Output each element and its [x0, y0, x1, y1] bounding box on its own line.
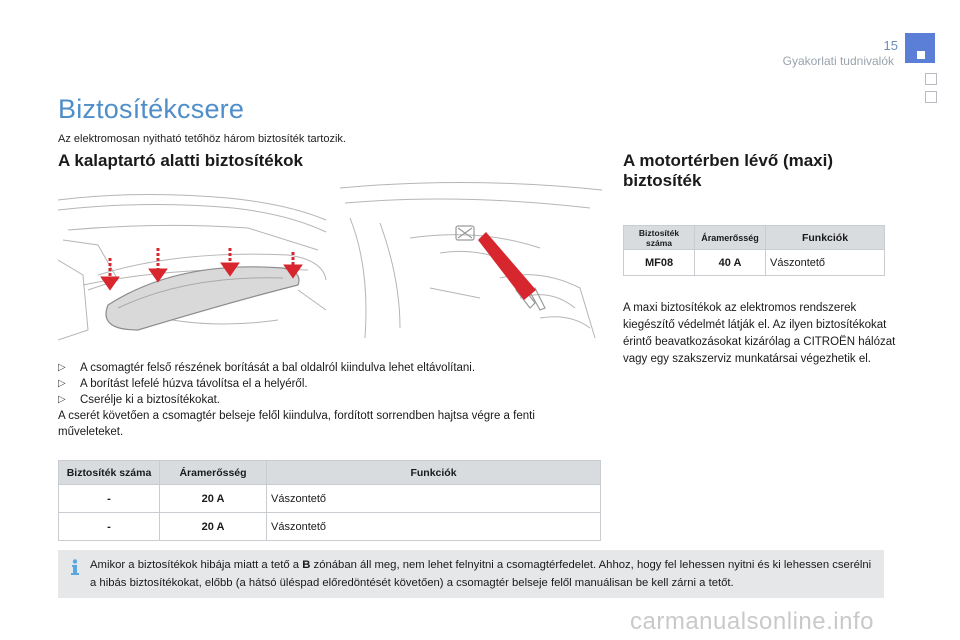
bullet-triangle-icon: ▷	[58, 394, 66, 405]
table-cell: Vászontető	[766, 250, 885, 276]
table-cell: 40 A	[695, 250, 766, 276]
info-note	[58, 550, 884, 598]
fuse-table-engine	[623, 225, 885, 276]
step-text: A csomagtér felső részének borítását a bal oldalról kiindulva lehet eltávolítani.	[80, 362, 476, 374]
table-row	[59, 485, 601, 513]
table-cell: MF08	[624, 250, 695, 276]
table-cell: 20 A	[160, 513, 267, 541]
maxi-fuse-description: A maxi biztosítékok az elektromos rendszerek kiegészítő védelmét látják el. Az ilyen biztosítékokat érintő beavatkozásokat kizárólag a CITROËN hálózat vagy egy szakszerviz munkatársai végezhetik el.	[623, 302, 896, 365]
fuse-table-parcel-shelf	[58, 460, 601, 541]
chapter-tab-active[interactable]	[905, 33, 935, 63]
heading-line: biztosíték	[623, 171, 702, 190]
column-header: Áramerősség	[160, 461, 267, 485]
info-icon	[66, 558, 84, 576]
instruction-step	[58, 392, 603, 408]
column-header: Biztosíték száma	[624, 226, 695, 250]
section-heading-engine-fuse	[623, 151, 833, 191]
bullet-triangle-icon: ▷	[58, 378, 66, 389]
bullet-triangle-icon: ▷	[58, 362, 66, 373]
chapter-tab[interactable]	[925, 91, 937, 103]
page-number: 15	[883, 38, 898, 53]
note-text	[90, 556, 880, 592]
column-header: Funkciók	[267, 461, 601, 485]
engine-fuse-illustration	[340, 178, 602, 346]
table-cell: Vászontető	[267, 513, 601, 541]
table-cell: 20 A	[160, 485, 267, 513]
heading-line: A motortérben lévő (maxi)	[623, 151, 834, 170]
intro-text: Az elektromosan nyitható tetőhöz három biztosíték tartozik.	[58, 133, 346, 145]
table-row	[59, 513, 601, 541]
table-row	[624, 250, 885, 276]
column-header: Biztosíték száma	[59, 461, 160, 485]
page-title: Biztosítékcsere	[58, 94, 245, 124]
chapter-title: Gyakorlati tudnivalók	[782, 54, 894, 68]
section-heading-parcel-shelf: A kalaptartó alatti biztosítékok	[58, 151, 303, 170]
zone-label: B	[302, 559, 311, 571]
column-header: Funkciók	[766, 226, 885, 250]
instruction-step	[58, 360, 603, 376]
step-text: Cserélje ki a biztosítékokat.	[80, 394, 220, 406]
table-cell: -	[59, 513, 160, 541]
instruction-step	[58, 376, 603, 392]
parcel-shelf-illustration	[58, 180, 328, 345]
after-steps-text: A cserét követően a csomagtér belseje felől kiindulva, fordított sorrendben hajtsa végre a fenti műveleteket.	[58, 410, 535, 438]
instructions	[58, 360, 603, 440]
step-text: A borítást lefelé húzva távolítsa el a helyéről.	[80, 378, 308, 390]
tab-marker-icon	[917, 51, 925, 59]
chapter-tab[interactable]	[925, 73, 937, 85]
table-cell: -	[59, 485, 160, 513]
watermark: carmanualsonline.info	[630, 608, 874, 635]
note-text-part: Amikor a biztosítékok hibája miatt a tető a	[90, 559, 303, 571]
note-text-part: zónában áll meg, nem lehet felnyitni a csomagtérfedelet. Ahhoz, hogy fel lehessen nyitni és ki lehessen cserélni a hibás biztosítékokat, előbb (a hátsó üléspad előredöntését követően) a csomagtér belseje felől manuálisan be kell zárni a tetőt.	[90, 559, 872, 589]
table-cell: Vászontető	[267, 485, 601, 513]
column-header: Áramerősség	[695, 226, 766, 250]
